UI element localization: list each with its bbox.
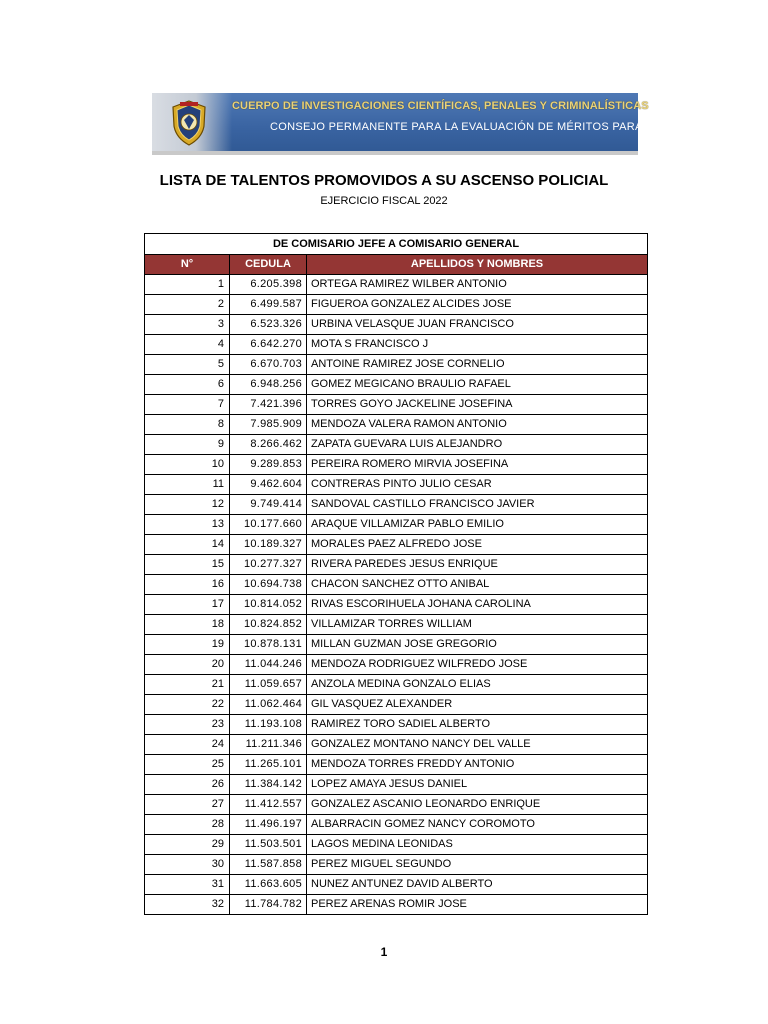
row-name: RAMIREZ TORO SADIEL ALBERTO [307, 715, 648, 735]
table-row [145, 855, 648, 875]
row-name: SANDOVAL CASTILLO FRANCISCO JAVIER [307, 495, 648, 515]
table-row [145, 655, 648, 675]
row-name: PEREZ MIGUEL SEGUNDO [307, 855, 648, 875]
table-row [145, 515, 648, 535]
row-name: VILLAMIZAR TORRES WILLIAM [307, 615, 648, 635]
table-row [145, 595, 648, 615]
row-name: MENDOZA RODRIGUEZ WILFREDO JOSE [307, 655, 648, 675]
document-title: LISTA DE TALENTOS PROMOVIDOS A SU ASCENSO POLICIAL [159, 172, 609, 189]
row-cedula: 11.265.101 [230, 755, 307, 775]
table-row [145, 535, 648, 555]
row-name: MENDOZA VALERA RAMON ANTONIO [307, 415, 648, 435]
table-row [145, 415, 648, 435]
row-cedula: 10.277.327 [230, 555, 307, 575]
row-name: GONZALEZ MONTANO NANCY DEL VALLE [307, 735, 648, 755]
table-body [145, 275, 648, 915]
row-number: 12 [145, 495, 230, 515]
row-name: FIGUEROA GONZALEZ ALCIDES JOSE [307, 295, 648, 315]
row-cedula: 7.421.396 [230, 395, 307, 415]
row-number: 18 [145, 615, 230, 635]
row-cedula: 9.462.604 [230, 475, 307, 495]
table-row [145, 575, 648, 595]
table-row [145, 775, 648, 795]
row-name: CONTRERAS PINTO JULIO CESAR [307, 475, 648, 495]
row-cedula: 11.193.108 [230, 715, 307, 735]
row-cedula: 7.985.909 [230, 415, 307, 435]
row-cedula: 11.059.657 [230, 675, 307, 695]
table-row [145, 275, 648, 295]
row-name: ORTEGA RAMIREZ WILBER ANTONIO [307, 275, 648, 295]
header-banner [152, 93, 709, 155]
row-cedula: 11.062.464 [230, 695, 307, 715]
row-name: MOTA S FRANCISCO J [307, 335, 648, 355]
table-row [145, 395, 648, 415]
row-name: CHACON SANCHEZ OTTO ANIBAL [307, 575, 648, 595]
row-number: 5 [145, 355, 230, 375]
row-cedula: 6.205.398 [230, 275, 307, 295]
institution-name: CUERPO DE INVESTIGACIONES CIENTÍFICAS, PENALES Y CRIMINALÍSTICAS [232, 100, 649, 112]
row-cedula: 11.211.346 [230, 735, 307, 755]
row-cedula: 6.642.270 [230, 335, 307, 355]
table-row [145, 615, 648, 635]
table-row [145, 875, 648, 895]
table-row [145, 455, 648, 475]
row-cedula: 11.384.142 [230, 775, 307, 795]
table-row [145, 475, 648, 495]
banner-stripe [152, 151, 638, 155]
table-row [145, 335, 648, 355]
table-row [145, 835, 648, 855]
row-name: TORRES GOYO JACKELINE JOSEFINA [307, 395, 648, 415]
row-number: 1 [145, 275, 230, 295]
row-cedula: 11.412.557 [230, 795, 307, 815]
council-name: CONSEJO PERMANENTE PARA LA EVALUACIÓN DE MÉRITOS PARA ASCENSOS [270, 121, 709, 133]
table-row [145, 355, 648, 375]
table-row [145, 295, 648, 315]
row-cedula: 11.587.858 [230, 855, 307, 875]
row-cedula: 8.266.462 [230, 435, 307, 455]
row-name: ZAPATA GUEVARA LUIS ALEJANDRO [307, 435, 648, 455]
row-name: URBINA VELASQUE JUAN FRANCISCO [307, 315, 648, 335]
row-number: 10 [145, 455, 230, 475]
row-number: 6 [145, 375, 230, 395]
table-row [145, 375, 648, 395]
row-name: RIVERA PAREDES JESUS ENRIQUE [307, 555, 648, 575]
row-cedula: 11.503.501 [230, 835, 307, 855]
row-number: 27 [145, 795, 230, 815]
row-name: MENDOZA TORRES FREDDY ANTONIO [307, 755, 648, 775]
row-name: LAGOS MEDINA LEONIDAS [307, 835, 648, 855]
table-row [145, 635, 648, 655]
table-row [145, 755, 648, 775]
row-name: ALBARRACIN GOMEZ NANCY COROMOTO [307, 815, 648, 835]
row-number: 29 [145, 835, 230, 855]
row-cedula: 6.499.587 [230, 295, 307, 315]
row-number: 21 [145, 675, 230, 695]
row-number: 15 [145, 555, 230, 575]
row-cedula: 11.784.782 [230, 895, 307, 915]
row-name: GOMEZ MEGICANO BRAULIO RAFAEL [307, 375, 648, 395]
table-row [145, 695, 648, 715]
table-row [145, 895, 648, 915]
row-number: 26 [145, 775, 230, 795]
row-cedula: 6.948.256 [230, 375, 307, 395]
row-cedula: 6.523.326 [230, 315, 307, 335]
row-number: 28 [145, 815, 230, 835]
row-number: 2 [145, 295, 230, 315]
table-row [145, 815, 648, 835]
row-cedula: 11.044.246 [230, 655, 307, 675]
row-name: ARAQUE VILLAMIZAR PABLO EMILIO [307, 515, 648, 535]
row-number: 25 [145, 755, 230, 775]
row-number: 3 [145, 315, 230, 335]
row-cedula: 11.663.605 [230, 875, 307, 895]
table-row [145, 735, 648, 755]
row-number: 22 [145, 695, 230, 715]
promotion-table [144, 233, 648, 915]
row-number: 20 [145, 655, 230, 675]
page-number: 1 [380, 945, 388, 959]
row-cedula: 10.189.327 [230, 535, 307, 555]
row-cedula: 10.694.738 [230, 575, 307, 595]
table-caption: DE COMISARIO JEFE A COMISARIO GENERAL [145, 234, 648, 255]
row-cedula: 9.289.853 [230, 455, 307, 475]
row-number: 14 [145, 535, 230, 555]
row-name: MILLAN GUZMAN JOSE GREGORIO [307, 635, 648, 655]
document-subtitle: EJERCICIO FISCAL 2022 [320, 195, 448, 207]
row-cedula: 6.670.703 [230, 355, 307, 375]
table-row [145, 555, 648, 575]
row-name: LOPEZ AMAYA JESUS DANIEL [307, 775, 648, 795]
row-number: 16 [145, 575, 230, 595]
column-header-number: N° [145, 255, 230, 275]
table-row [145, 495, 648, 515]
row-number: 7 [145, 395, 230, 415]
row-number: 30 [145, 855, 230, 875]
row-cedula: 11.496.197 [230, 815, 307, 835]
row-cedula: 10.814.052 [230, 595, 307, 615]
row-number: 24 [145, 735, 230, 755]
row-name: PEREIRA ROMERO MIRVIA JOSEFINA [307, 455, 648, 475]
row-number: 17 [145, 595, 230, 615]
row-cedula: 10.878.131 [230, 635, 307, 655]
row-name: PEREZ ARENAS ROMIR JOSE [307, 895, 648, 915]
row-name: GONZALEZ ASCANIO LEONARDO ENRIQUE [307, 795, 648, 815]
column-header-names: APELLIDOS Y NOMBRES [307, 255, 648, 275]
cicpc-seal-icon [170, 100, 208, 146]
row-number: 9 [145, 435, 230, 455]
table-row [145, 795, 648, 815]
row-name: MORALES PAEZ ALFREDO JOSE [307, 535, 648, 555]
row-number: 13 [145, 515, 230, 535]
table-row [145, 435, 648, 455]
row-name: NUNEZ ANTUNEZ DAVID ALBERTO [307, 875, 648, 895]
row-cedula: 10.824.852 [230, 615, 307, 635]
row-name: ANZOLA MEDINA GONZALO ELIAS [307, 675, 648, 695]
row-number: 32 [145, 895, 230, 915]
column-header-cedula: CEDULA [230, 255, 307, 275]
row-cedula: 10.177.660 [230, 515, 307, 535]
row-cedula: 9.749.414 [230, 495, 307, 515]
row-number: 31 [145, 875, 230, 895]
row-number: 4 [145, 335, 230, 355]
table-row [145, 315, 648, 335]
row-number: 23 [145, 715, 230, 735]
table-row [145, 715, 648, 735]
row-name: GIL VASQUEZ ALEXANDER [307, 695, 648, 715]
row-name: ANTOINE RAMIREZ JOSE CORNELIO [307, 355, 648, 375]
row-number: 11 [145, 475, 230, 495]
table-row [145, 675, 648, 695]
row-name: RIVAS ESCORIHUELA JOHANA CAROLINA [307, 595, 648, 615]
row-number: 19 [145, 635, 230, 655]
row-number: 8 [145, 415, 230, 435]
